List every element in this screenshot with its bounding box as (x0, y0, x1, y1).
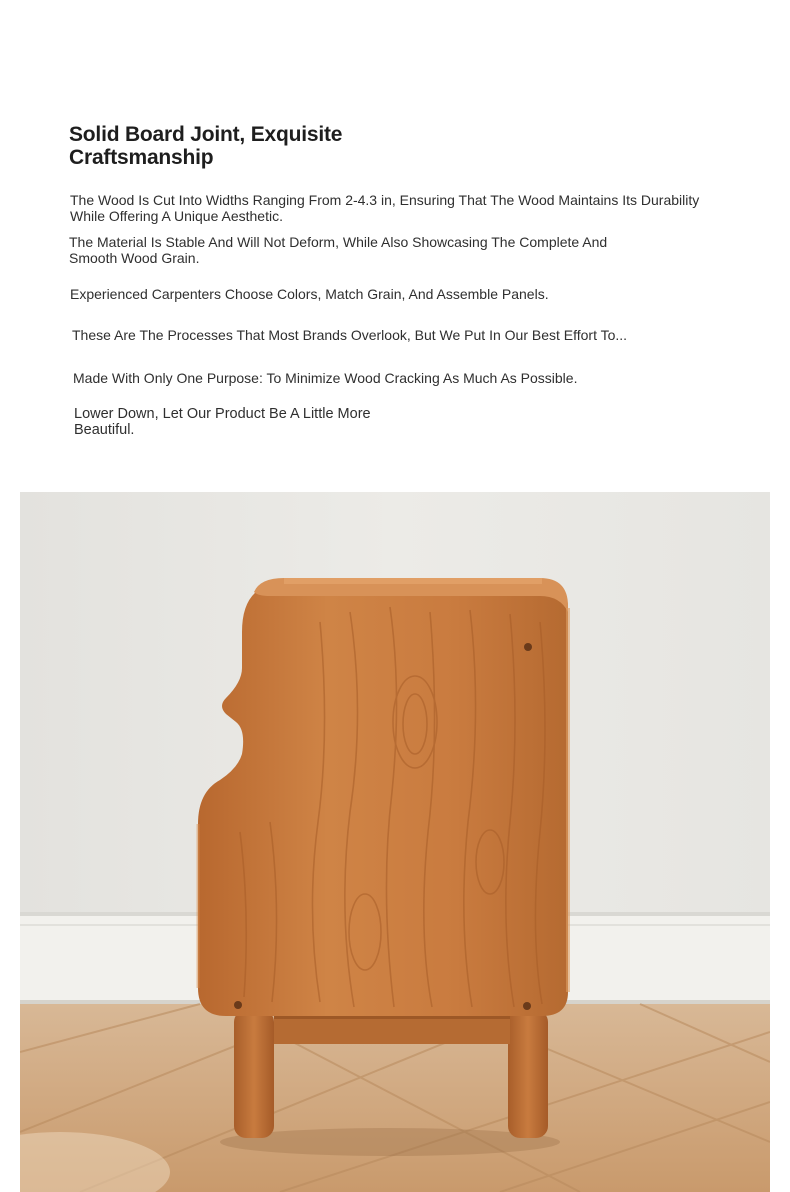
paragraph-3: Experienced Carpenters Choose Colors, Match Grain, And Assemble Panels. (70, 286, 549, 302)
paragraph-1: The Wood Is Cut Into Widths Ranging From 2-4.3 in, Ensuring That The Wood Maintains Its Durability While Offering A Unique Aesthetic. (70, 192, 700, 224)
paragraph-2: The Material Is Stable And Will Not Deform, While Also Showcasing The Complete And Smooth Wood Grain. (69, 234, 608, 266)
leg-back (508, 1010, 548, 1138)
heading: Solid Board Joint, Exquisite Craftsmanship (69, 123, 343, 169)
leg-front (234, 1010, 274, 1138)
product-photo (20, 492, 770, 1192)
paragraph-4: These Are The Processes That Most Brands Overlook, But We Put In Our Best Effort To... (72, 327, 628, 343)
paragraph-5: Made With Only One Purpose: To Minimize Wood Cracking As Much As Possible. (73, 370, 578, 386)
paragraph-6: Lower Down, Let Our Product Be A Little More Beautiful. (74, 406, 371, 438)
